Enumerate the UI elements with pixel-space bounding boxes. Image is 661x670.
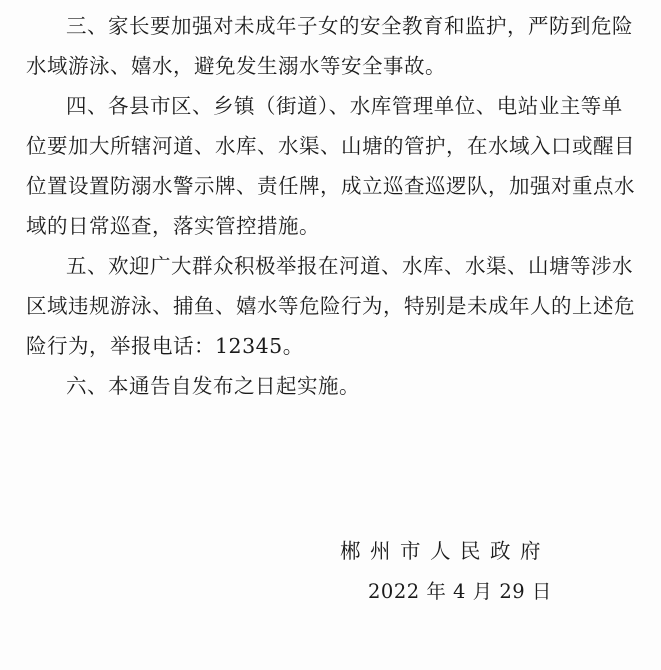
- issuing-organization: 郴州市人民政府: [340, 539, 550, 563]
- paragraph-line: 三、家长要加强对未成年子女的安全教育和监护，严防到危险: [66, 14, 633, 38]
- paragraph-line: 域的日常巡查，落实管控措施。: [26, 214, 320, 238]
- issue-date: 2022 年 4 月 29 日: [368, 580, 552, 603]
- paragraph-line: 四、各县市区、乡镇（街道）、水库管理单位、电站业主等单: [66, 94, 623, 118]
- paragraph-line: 区域违规游泳、捕鱼、嬉水等危险行为，特别是未成年人的上述危: [26, 294, 635, 318]
- paragraph-3: [26, 6, 636, 86]
- paragraph-line: 六、本通告自发布之日起实施。: [66, 374, 360, 398]
- paragraph-line: 位要加大所辖河道、水库、水渠、山塘的管护，在水域入口或醒目: [26, 134, 635, 158]
- paragraph-5: [26, 246, 636, 366]
- paragraph-line: 位置设置防溺水警示牌、责任牌，成立巡查巡逻队，加强对重点水: [26, 174, 635, 198]
- paragraph-line: 险行为，举报电话：12345。: [26, 334, 304, 358]
- paragraph-line: 水域游泳、嬉水，避免发生溺水等安全事故。: [26, 54, 446, 78]
- paragraph-line: 五、欢迎广大群众积极举报在河道、水库、水渠、山塘等涉水: [66, 254, 633, 278]
- paragraph-6: [26, 366, 636, 406]
- paragraph-4: [26, 86, 636, 246]
